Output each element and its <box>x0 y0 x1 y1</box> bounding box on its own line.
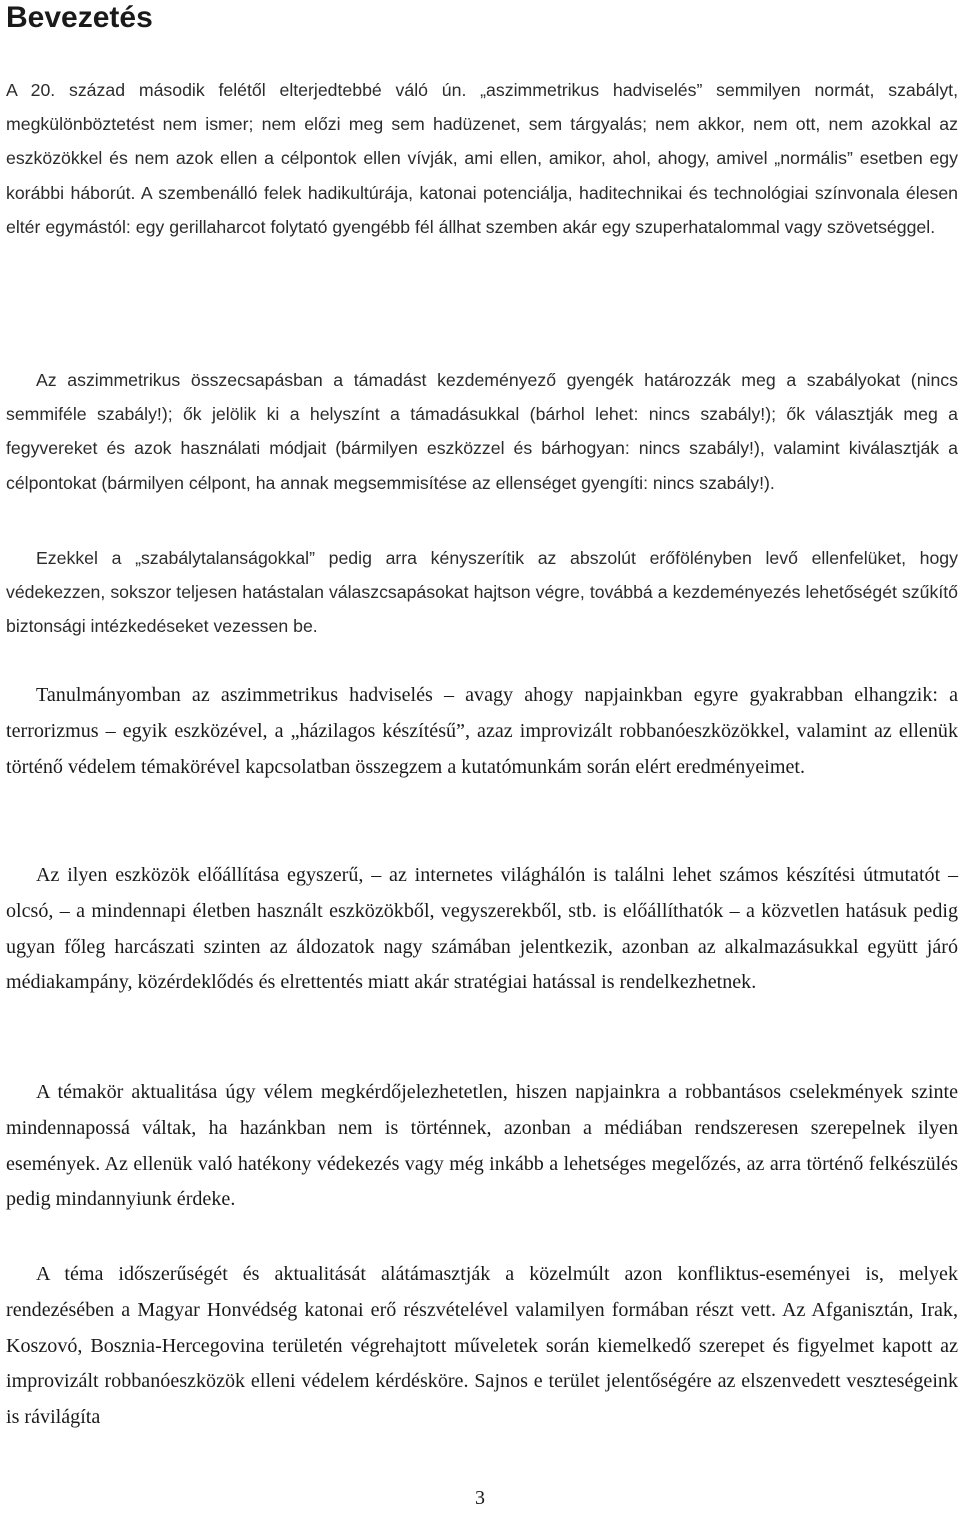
paragraph-study-scope: Tanulmányomban az aszimmetrikus hadviselés – avagy ahogy napjainkban egyre gyakrabban elhangzik: a terrorizmus – egyik eszközével, a „házilagos készítésű”, azaz improvizált robbanóeszközökkel, valamint az ellenük történő védelem témakörével kapcsolatban összegzem a kutatómunkám során elért eredményeimet. <box>6 684 958 778</box>
paragraph-irregularities: Ezekkel a „szabálytalanságokkal” pedig arra kényszerítik az abszolút erőfölényben levő ellenfelüket, hogy védekezzen, sokszor teljesen hatástalan válaszcsapásokat hajtson végre, továbbá a kezdeményezés lehetőségét szűkítő biztonsági intézkedéseket vezessen be. <box>6 548 958 637</box>
page-number: 3 <box>475 1487 485 1509</box>
paragraph-rules-of-the-weak: Az aszimmetrikus összecsapásban a támadást kezdeményező gyengék határozzák meg a szabályokat (nincs semmiféle szabály!); ők jelölik ki a helyszínt a támadásukkal (bárhol lehet: nincs szabály!); ők választják meg a fegyvereket és azok használati módjait (bármilyen eszközzel és bárhogyan: nincs szabály!), valamint kiválasztják a célpontokat (bármilyen célpont, ha annak megsemmisítése az ellenséget gyengíti: nincs szabály!). <box>6 370 958 493</box>
paragraph-device-production: Az ilyen eszközök előállítása egyszerű, – az internetes világhálón is találni lehet számos készítési útmutatót – olcsó, – a mindennapi életben használt eszközökből, vegyszerekből, stb. is előállíthatók – a közvetlen hatásuk pedig ugyan főleg harcászati szinten az áldozatok nagy számában jelentkezik, azonban az alkalmazásukkal együtt járó médiakampány, közérdeklődés és elrettentés miatt akár stratégiai hatással is rendelkezhetnek. <box>6 864 958 994</box>
paragraph-topic-relevance: A témakör aktualitása úgy vélem megkérdőjelezhetetlen, hiszen napjainkra a robbantásos cselekmények szinte mindennapossá váltak, ha hazánkban nem is történnek, azonban a médiában rendszeresen szerepelnek ilyen események. Az ellenük való hatékony védekezés vagy még inkább a lehetséges megelőzés, az arra történő felkészülés pedig mindannyiunk érdeke. <box>6 1081 958 1211</box>
section-heading: Bevezetés <box>6 1 153 34</box>
paragraph-timeliness: A téma időszerűségét és aktualitását alátámasztják a közelmúlt azon konfliktus-eseményei is, melyek rendezésében a Magyar Honvédség katonai erő részvételével valamilyen formában részt vett. Az Afganisztán, Irak, Koszovó, Bosznia-Hercegovina területén végrehajtott műveletek során kiemelkedő szerepet és figyelmet kapott az improvizált robbanóeszközök elleni védelem kérdésköre. Sajnos e terület jelentőségére az elszenvedett veszteségeink is rávilágíta <box>6 1263 958 1429</box>
paragraph-asymmetric-warfare-definition: A 20. század második felétől elterjedtebbé váló ún. „aszimmetrikus hadviselés” semmilyen normát, szabályt, megkülönböztetést nem ismer; nem előzi meg sem hadüzenet, sem tárgyalás; nem akkor, nem ott, nem azokkal az eszközökkel és nem azok ellen a célpontok ellen vívják, ami ellen, amikor, ahol, ahogy, amivel „normális” esetben egy korábbi háborút. A szembenálló felek hadikultúrája, katonai potenciálja, haditechnikai és technológiai színvonala élesen eltér egymástól: egy gerillaharcot folytató gyengébb fél állhat szemben akár egy szuperhatalommal vagy szövetséggel. <box>6 80 958 237</box>
